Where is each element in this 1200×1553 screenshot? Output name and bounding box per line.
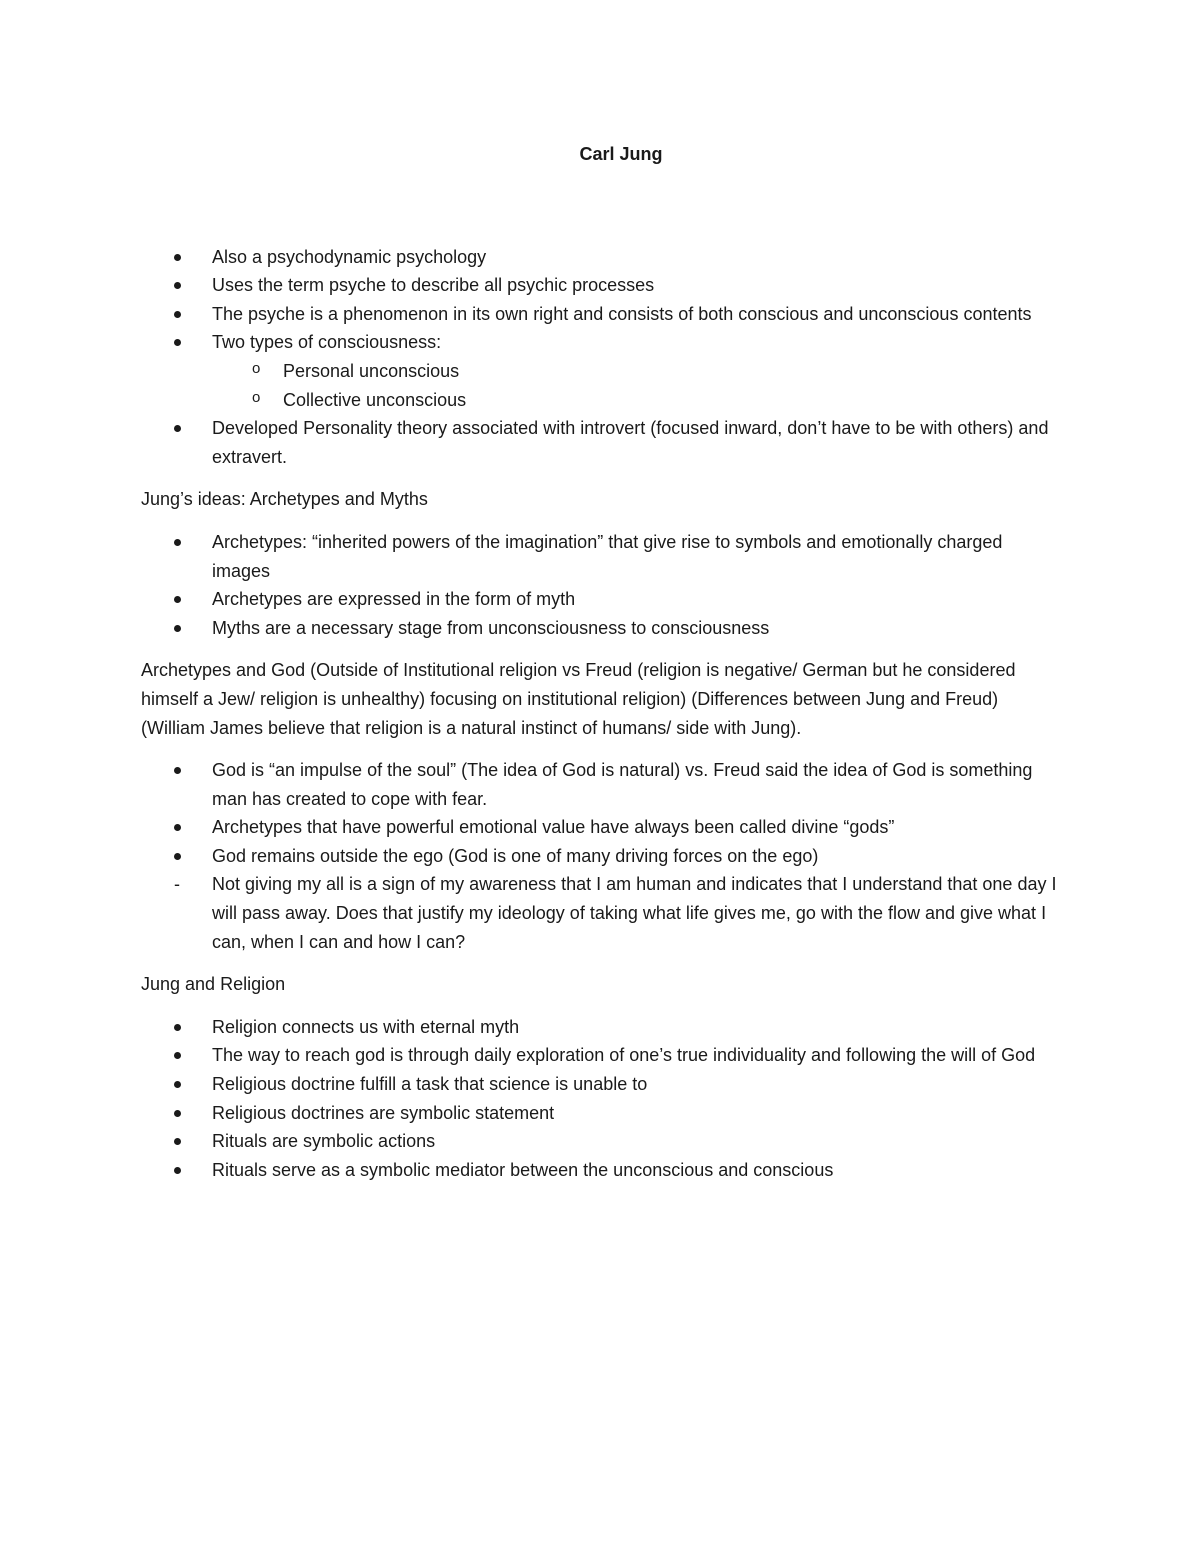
bullet-icon: [174, 585, 194, 614]
list-item-text: The way to reach god is through daily exploration of one’s true individuality and following the will of God: [212, 1045, 1036, 1066]
bullet-icon: [174, 1013, 194, 1042]
list-item-text: Religious doctrine fulfill a task that science is unable to: [212, 1074, 648, 1095]
list-item: [141, 1099, 1061, 1128]
bullet-list-archetypes: [141, 528, 1061, 642]
bullet-icon: [174, 271, 194, 300]
list-item: [141, 1070, 1061, 1099]
list-item-text: Also a psychodynamic psychology: [212, 246, 487, 267]
list-item: [141, 414, 1061, 471]
circle-bullet-icon: o: [252, 359, 261, 377]
bullet-list-religion: [141, 1013, 1061, 1185]
list-item: [141, 1156, 1061, 1185]
bullet-icon: [174, 414, 194, 443]
list-item-text: God is “an impulse of the soul” (The idea of God is natural) vs. Freud said the idea of God is something man has created to cope with fear.: [212, 760, 1033, 809]
sub-list-consciousness: [212, 357, 1061, 414]
sub-list-item-text: Collective unconscious: [283, 389, 467, 410]
document-body: [141, 140, 1061, 1184]
bullet-icon: [174, 328, 194, 357]
list-item: [141, 300, 1061, 329]
list-item: [141, 243, 1061, 272]
list-item: [141, 1041, 1061, 1070]
sub-list-item: [212, 357, 1061, 386]
list-item: [141, 870, 1061, 956]
bullet-icon: [174, 528, 194, 557]
list-item-text: Not giving my all is a sign of my awareness that I am human and indicates that I understand that one day I will pass away. Does that justify my ideology of taking what life gives me, go with the flow and give what I can, when I can and how I can?: [212, 874, 1057, 952]
list-item: [141, 585, 1061, 614]
bullet-icon: [174, 842, 194, 871]
list-item-text: Archetypes: “inherited powers of the imagination” that give rise to symbols and emotionally charged images: [212, 531, 1003, 581]
list-item-text: Rituals serve as a symbolic mediator between the unconscious and conscious: [212, 1159, 834, 1180]
list-item-text: Archetypes that have powerful emotional value have always been called divine “gods”: [212, 817, 895, 838]
list-item-text: Myths are a necessary stage from unconsciousness to consciousness: [212, 617, 770, 638]
bullet-icon: [174, 1127, 194, 1156]
sub-list-item-text: Personal unconscious: [283, 360, 460, 381]
list-item: [141, 614, 1061, 643]
bullet-icon: [174, 1070, 194, 1099]
bullet-icon: [174, 1099, 194, 1128]
list-item-text: Archetypes are expressed in the form of myth: [212, 589, 576, 610]
bullet-list-intro: [141, 243, 1061, 472]
bullet-icon: [174, 756, 194, 785]
list-item: [141, 813, 1061, 842]
list-item: [141, 756, 1061, 813]
list-item: [141, 1013, 1061, 1042]
section-paragraph-archetypes-god: Archetypes and God (Outside of Institutional religion vs Freud (religion is negative/ German but he considered himself a Jew/ religion is unhealthy) focusing on institutional religion) (Differences between Jung and Freud) (William James believe that religion is a natural instinct of humans/ side with Jung).: [141, 660, 1016, 738]
bullet-icon: [174, 243, 194, 272]
dash-bullet-icon: -: [174, 874, 180, 895]
section-heading-archetypes-myths: Jung’s ideas: Archetypes and Myths: [141, 489, 428, 510]
section-heading-jung-religion: Jung and Religion: [141, 974, 286, 995]
list-item-text: Rituals are symbolic actions: [212, 1131, 436, 1152]
bullet-icon: [174, 1156, 194, 1185]
bullet-list-god: [141, 756, 1061, 956]
bullet-icon: [174, 1041, 194, 1070]
list-item: [141, 271, 1061, 300]
bullet-icon: [174, 614, 194, 643]
list-item-text: Religion connects us with eternal myth: [212, 1016, 520, 1037]
list-item: [141, 1127, 1061, 1156]
list-item-text: Uses the term psyche to describe all psychic processes: [212, 275, 655, 296]
sub-list-item: [212, 386, 1061, 415]
list-item-text: Religious doctrines are symbolic statement: [212, 1102, 555, 1123]
document-title: Carl Jung: [579, 144, 663, 164]
list-item-text: Developed Personality theory associated with introvert (focused inward, don’t have to be with others) and extravert.: [212, 418, 1049, 467]
list-item: [141, 528, 1061, 585]
list-item: [141, 328, 1061, 414]
list-item-text: The psyche is a phenomenon in its own right and consists of both conscious and unconscious contents: [212, 303, 1032, 324]
list-item: [141, 842, 1061, 871]
list-item-text: Two types of consciousness:: [212, 332, 442, 353]
circle-bullet-icon: o: [252, 388, 261, 406]
bullet-icon: [174, 300, 194, 329]
list-item-text: God remains outside the ego (God is one of many driving forces on the ego): [212, 845, 819, 866]
bullet-icon: [174, 813, 194, 842]
